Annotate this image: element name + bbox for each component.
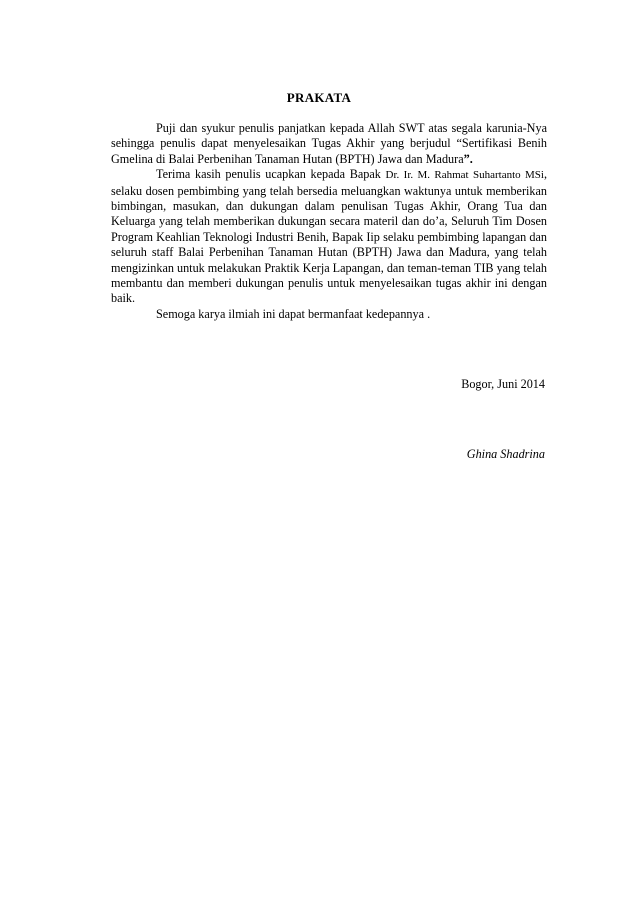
page-title: PRAKATA (286, 90, 352, 105)
paragraph-thanks (111, 167, 547, 307)
closing-quote: ”. (463, 151, 473, 166)
preface-body (111, 121, 547, 322)
paragraph-hope: Semoga karya ilmiah ini dapat bermanfaat kedepannya . (156, 306, 431, 321)
paragraph-thanks-text: , selaku dosen pembimbing yang telah bersedia meluangkan waktunya untuk memberikan bimbingan, masukan, dan dukungan dalam penulisan Tugas Akhir, Orang Tua dan Keluarga yang telah memberikan dukungan secara materil dan do’a, Seluruh Tim Dosen Program Keahlian Teknologi Industri Benih, Bapak Iip selaku pembimbing lapangan dan seluruh staff Balai Perbenihan Tanaman Hutan (BPTH) Jawa dan Madura, yang telah mengizinkan untuk melakukan Praktik Kerja Lapangan, dan teman-teman TIB yang telah membantu dan memberi dukungan penulis untuk menyelesaikan tugas akhir ini dengan baik. (111, 167, 548, 306)
paragraph-gratitude-text: Puji dan syukur penulis panjatkan kepada Allah SWT atas segala karunia-Nya sehingga penulis dapat menyelesaikan Tugas Akhir yang berjudul “Sertifikasi Benih Gmelina di Balai Perbenihan Tanaman Hutan (BPTH) Jawa dan Madura (111, 121, 547, 166)
place-date: Bogor, Juni 2014 (461, 377, 545, 391)
supervisor-name: Dr. Ir. M. Rahmat Suhartanto MSi (385, 169, 544, 182)
author-signature: Ghina Shadrina (466, 447, 545, 461)
paragraph-thanks-intro: Terima kasih penulis ucapkan kepada Bapak (156, 167, 386, 182)
paragraph-gratitude (111, 121, 547, 167)
